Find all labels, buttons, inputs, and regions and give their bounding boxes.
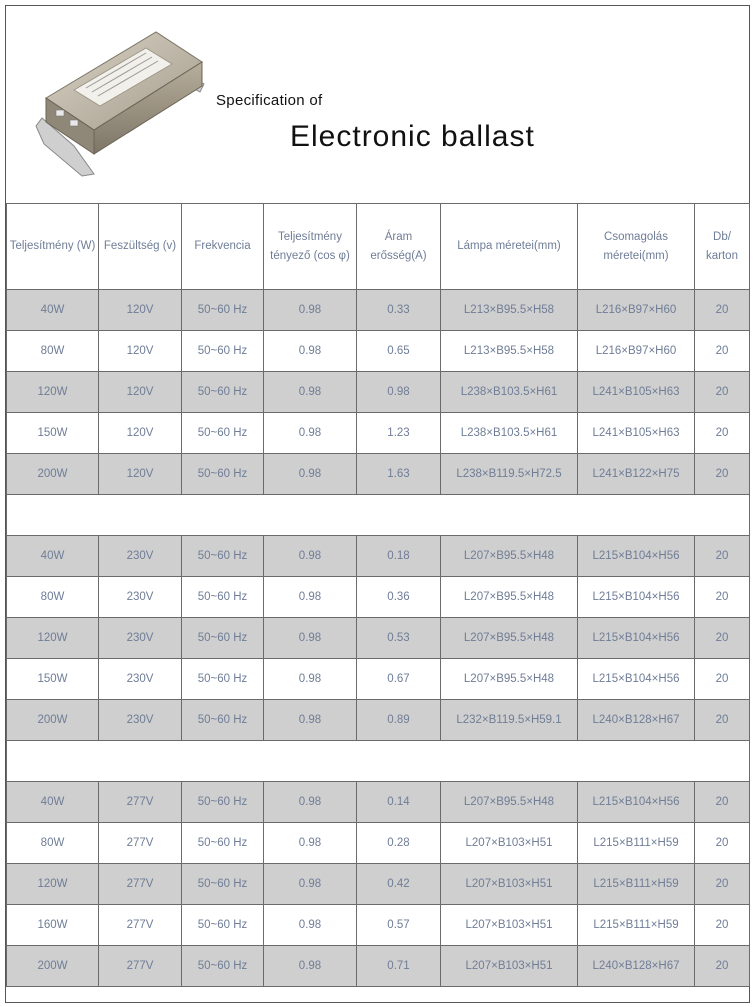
table-cell: 0.98 (264, 700, 357, 741)
table-cell: 200W (7, 700, 99, 741)
table-cell: 20 (695, 905, 750, 946)
table-cell: 0.28 (357, 823, 441, 864)
table-row (7, 413, 750, 454)
table-cell: 120V (99, 413, 182, 454)
table-cell: 50~60 Hz (182, 659, 264, 700)
table-cell: 0.57 (357, 905, 441, 946)
table-cell: L215×B104×H56 (578, 782, 695, 823)
column-header: Áram erősség(A) (357, 204, 441, 290)
column-header: Frekvencia (182, 204, 264, 290)
table-cell: 120V (99, 454, 182, 495)
table-cell: 150W (7, 413, 99, 454)
table-cell: 277V (99, 864, 182, 905)
table-cell: L215×B104×H56 (578, 618, 695, 659)
table-cell: 120V (99, 372, 182, 413)
table-cell: 50~60 Hz (182, 536, 264, 577)
table-row (7, 577, 750, 618)
table-row (7, 700, 750, 741)
table-cell: 80W (7, 577, 99, 618)
table-cell: 50~60 Hz (182, 864, 264, 905)
table-cell: 0.14 (357, 782, 441, 823)
table-cell: 50~60 Hz (182, 290, 264, 331)
header (6, 6, 749, 203)
table-cell: L207×B103×H51 (441, 864, 578, 905)
table-cell: 50~60 Hz (182, 823, 264, 864)
table-cell: L207×B103×H51 (441, 946, 578, 987)
table-cell: 277V (99, 905, 182, 946)
table-cell: L207×B95.5×H48 (441, 618, 578, 659)
table-cell: 120W (7, 618, 99, 659)
page-title: Electronic ballast (290, 120, 535, 153)
table-cell: 0.36 (357, 577, 441, 618)
table-cell: 50~60 Hz (182, 372, 264, 413)
table-cell: 0.67 (357, 659, 441, 700)
table-row (7, 372, 750, 413)
table-cell: 0.98 (357, 372, 441, 413)
table-row (7, 782, 750, 823)
table-cell: L215×B111×H59 (578, 864, 695, 905)
table-cell: 40W (7, 782, 99, 823)
ballast-product-image (34, 26, 214, 181)
table-cell: 1.23 (357, 413, 441, 454)
table-cell: 0.98 (264, 290, 357, 331)
table-cell: 230V (99, 700, 182, 741)
table-cell: 20 (695, 864, 750, 905)
table-cell: L215×B104×H56 (578, 577, 695, 618)
table-cell: 20 (695, 577, 750, 618)
table-cell: L241×B105×H63 (578, 413, 695, 454)
table-cell: L241×B122×H75 (578, 454, 695, 495)
table-cell: 20 (695, 290, 750, 331)
table-cell: L241×B105×H63 (578, 372, 695, 413)
table-cell: 80W (7, 331, 99, 372)
table-cell: 50~60 Hz (182, 946, 264, 987)
table-cell: 20 (695, 372, 750, 413)
table-cell: 230V (99, 577, 182, 618)
table-cell: 120W (7, 864, 99, 905)
table-cell: 200W (7, 946, 99, 987)
table-cell: 0.42 (357, 864, 441, 905)
column-header: Lámpa méretei(mm) (441, 204, 578, 290)
table-cell: 80W (7, 823, 99, 864)
table-cell: 50~60 Hz (182, 413, 264, 454)
table-cell: 230V (99, 618, 182, 659)
table-cell: L238×B103.5×H61 (441, 372, 578, 413)
table-cell: L232×B119.5×H59.1 (441, 700, 578, 741)
table-cell: L215×B111×H59 (578, 823, 695, 864)
table-cell: 0.98 (264, 331, 357, 372)
table-cell: L238×B103.5×H61 (441, 413, 578, 454)
table-cell: L213×B95.5×H58 (441, 290, 578, 331)
table-cell: L207×B95.5×H48 (441, 577, 578, 618)
table-row (7, 290, 750, 331)
table-cell: 230V (99, 536, 182, 577)
spec-sheet (5, 5, 750, 1003)
table-cell: 20 (695, 536, 750, 577)
spacer-cell (7, 741, 750, 782)
table-cell: L207×B95.5×H48 (441, 536, 578, 577)
table-header-row (7, 204, 750, 290)
spacer-cell (7, 495, 750, 536)
table-cell: 50~60 Hz (182, 700, 264, 741)
table-cell: L215×B111×H59 (578, 905, 695, 946)
table-cell: 0.98 (264, 823, 357, 864)
spec-table (6, 203, 750, 987)
group-spacer-row (7, 741, 750, 782)
table-cell: 0.98 (264, 782, 357, 823)
table-cell: L240×B128×H67 (578, 700, 695, 741)
column-header: Csomagolás méretei(mm) (578, 204, 695, 290)
table-cell: 20 (695, 454, 750, 495)
table-cell: 0.98 (264, 618, 357, 659)
table-cell: 0.53 (357, 618, 441, 659)
column-header: Teljesítmény (W) (7, 204, 99, 290)
table-cell: 0.98 (264, 454, 357, 495)
table-cell: L207×B95.5×H48 (441, 782, 578, 823)
table-cell: 0.98 (264, 905, 357, 946)
table-row (7, 331, 750, 372)
table-cell: 20 (695, 946, 750, 987)
table-cell: 0.18 (357, 536, 441, 577)
table-cell: 40W (7, 536, 99, 577)
column-header: Db/ karton (695, 204, 750, 290)
table-cell: 20 (695, 659, 750, 700)
table-cell: 50~60 Hz (182, 577, 264, 618)
table-cell: L240×B128×H67 (578, 946, 695, 987)
table-cell: L216×B97×H60 (578, 290, 695, 331)
table-cell: 0.98 (264, 372, 357, 413)
table-cell: 0.98 (264, 864, 357, 905)
table-body (7, 290, 750, 987)
table-cell: 50~60 Hz (182, 618, 264, 659)
table-row (7, 823, 750, 864)
table-cell: 277V (99, 823, 182, 864)
table-cell: 40W (7, 290, 99, 331)
table-row (7, 946, 750, 987)
table-cell: 150W (7, 659, 99, 700)
table-cell: 277V (99, 782, 182, 823)
table-cell: 120V (99, 331, 182, 372)
table-cell: 50~60 Hz (182, 782, 264, 823)
table-cell: 160W (7, 905, 99, 946)
table-cell: 50~60 Hz (182, 331, 264, 372)
table-cell: 50~60 Hz (182, 454, 264, 495)
table-cell: L215×B104×H56 (578, 536, 695, 577)
table-row (7, 659, 750, 700)
table-cell: 277V (99, 946, 182, 987)
group-spacer-row (7, 495, 750, 536)
table-row (7, 864, 750, 905)
table-cell: 0.33 (357, 290, 441, 331)
table-cell: 0.98 (264, 577, 357, 618)
table-row (7, 536, 750, 577)
table-cell: 20 (695, 782, 750, 823)
table-cell: L238×B119.5×H72.5 (441, 454, 578, 495)
table-cell: 20 (695, 700, 750, 741)
table-cell: 0.98 (264, 946, 357, 987)
table-cell: L207×B103×H51 (441, 823, 578, 864)
column-header: Feszültség (v) (99, 204, 182, 290)
table-cell: L213×B95.5×H58 (441, 331, 578, 372)
subtitle: Specification of (216, 92, 323, 109)
table-row (7, 905, 750, 946)
table-cell: L207×B95.5×H48 (441, 659, 578, 700)
table-cell: 20 (695, 618, 750, 659)
table-cell: 0.98 (264, 536, 357, 577)
table-cell: L216×B97×H60 (578, 331, 695, 372)
table-cell: 0.98 (264, 413, 357, 454)
table-cell: 20 (695, 331, 750, 372)
table-row (7, 454, 750, 495)
table-cell: 0.65 (357, 331, 441, 372)
table-cell: L215×B104×H56 (578, 659, 695, 700)
table-cell: L207×B103×H51 (441, 905, 578, 946)
table-cell: 20 (695, 823, 750, 864)
table-cell: 120W (7, 372, 99, 413)
table-cell: 0.98 (264, 659, 357, 700)
table-cell: 200W (7, 454, 99, 495)
table-cell: 0.89 (357, 700, 441, 741)
table-cell: 1.63 (357, 454, 441, 495)
table-cell: 0.71 (357, 946, 441, 987)
table-cell: 50~60 Hz (182, 905, 264, 946)
table-row (7, 618, 750, 659)
column-header: Teljesítmény tényező (cos φ) (264, 204, 357, 290)
table-cell: 230V (99, 659, 182, 700)
table-cell: 120V (99, 290, 182, 331)
table-cell: 20 (695, 413, 750, 454)
